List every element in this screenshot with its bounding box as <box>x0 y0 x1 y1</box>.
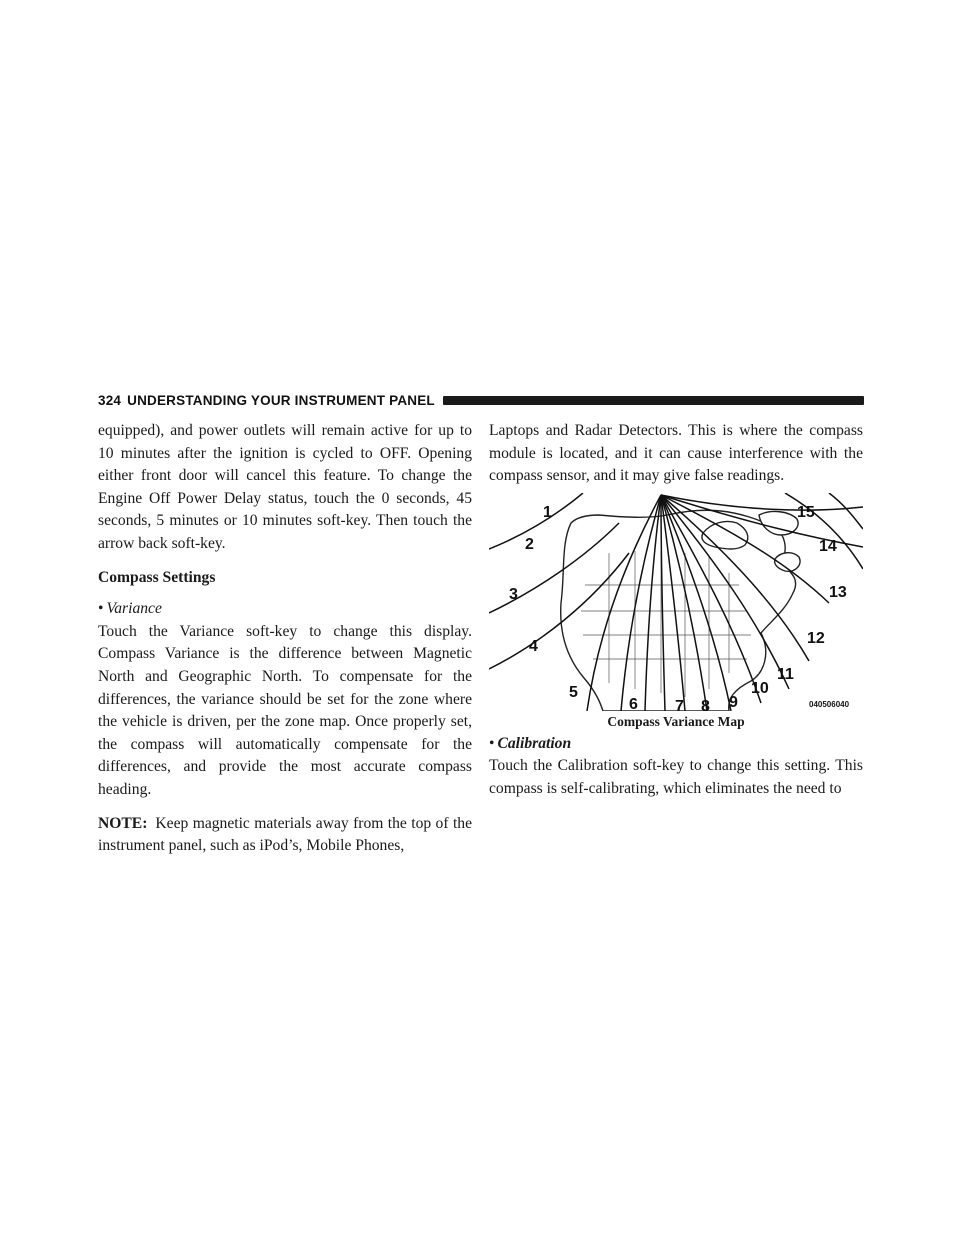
compass-variance-map <box>489 493 863 711</box>
zone-label-5: 5 <box>569 683 578 701</box>
bullet-icon: • <box>98 600 104 618</box>
right-column <box>489 420 863 801</box>
zone-label-2: 2 <box>525 535 534 553</box>
section-title: UNDERSTANDING YOUR INSTRUMENT PANEL <box>127 392 435 408</box>
header-rule <box>443 396 864 405</box>
bullet-icon: • <box>489 734 495 752</box>
zone-label-6: 6 <box>629 695 638 711</box>
figure-code: 040506040 <box>809 699 850 709</box>
zone-label-1: 1 <box>543 503 552 521</box>
variance-label: Variance <box>106 600 162 618</box>
zone-label-12: 12 <box>807 629 825 647</box>
zone-label-11: 11 <box>777 665 794 683</box>
zone-label-15: 15 <box>797 503 815 521</box>
calibration-paragraph: Touch the Calibration soft-key to change this setting. This compass is self-calibrating, which eliminates the need to <box>489 757 863 797</box>
left-column <box>98 420 472 858</box>
zone-label-10: 10 <box>751 679 769 697</box>
note-paragraph <box>98 813 472 858</box>
zone-label-8: 8 <box>701 697 710 711</box>
calibration-bullet <box>489 733 863 756</box>
zone-map-illustration <box>489 493 863 711</box>
page-number: 324 <box>98 392 122 408</box>
calibration-label: Calibration <box>497 734 572 752</box>
note-label: NOTE: <box>98 814 148 832</box>
zone-label-13: 13 <box>829 583 847 601</box>
compass-settings-heading: Compass Settings <box>98 568 216 586</box>
note-text: Keep magnetic materials away from the top of the instrument panel, such as iPod’s, Mobile Phones, <box>98 814 472 855</box>
variance-paragraph: Touch the Variance soft-key to change this display. Compass Variance is the difference between Magnetic North and Geographic North. To compensate for the differences, the variance should be set for the zone where the vehicle is driven, per the zone map. Once properly set, the compass will automatically compensate for the differences, and provide the most accurate compass heading. <box>98 622 472 798</box>
zone-label-9: 9 <box>729 693 738 711</box>
zone-label-4: 4 <box>529 637 538 655</box>
zone-label-3: 3 <box>509 585 518 603</box>
zone-label-7: 7 <box>675 697 684 711</box>
continued-paragraph: Laptops and Radar Detectors. This is where the compass module is located, and it can cause interference with the compass sensor, and it may give false readings. <box>489 422 863 485</box>
zone-label-14: 14 <box>819 537 837 555</box>
figure-caption: Compass Variance Map <box>607 713 745 729</box>
variance-bullet <box>98 598 472 621</box>
intro-paragraph: equipped), and power outlets will remain active for up to 10 minutes after the ignition is cycled to OFF. Opening either front door will cancel this feature. To change the Engine Off Power Delay status, touch the 0 seconds, 45 seconds, 5 minutes or 10 minutes soft-key. Then touch the arrow back soft-key. <box>98 422 472 552</box>
page-header <box>98 388 864 412</box>
